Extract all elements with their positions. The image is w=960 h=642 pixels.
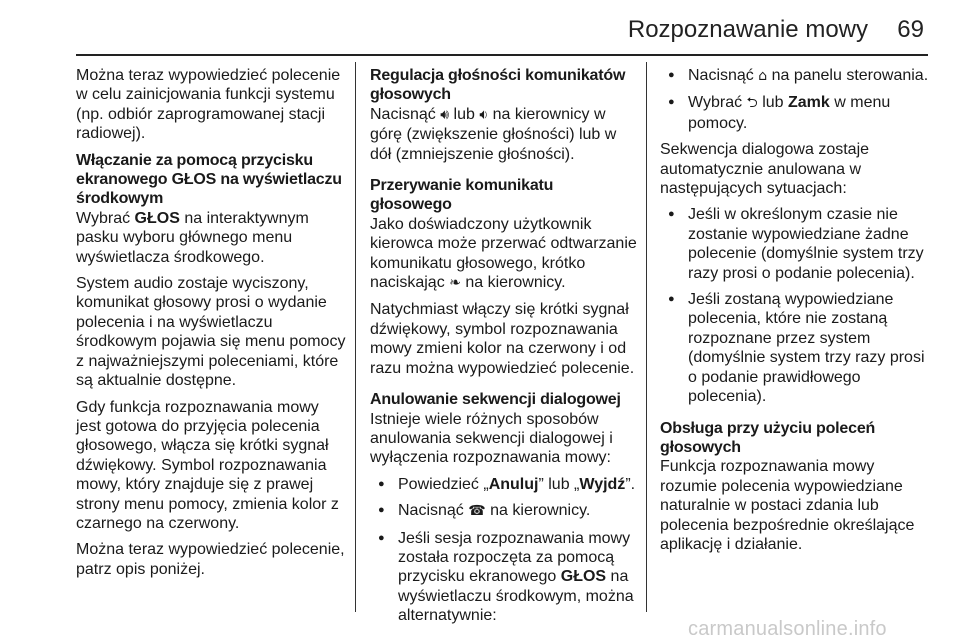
column-3	[660, 66, 932, 561]
page-title: Rozpoznawanie mowy	[627, 16, 868, 43]
paragraph: Gdy funkcja rozpoznawania mowy jest gotowa do przyjęcia polecenia głosowego, włącza się krótki sygnał dźwiękowy. Symbol rozpoznawania mowy, który znajduje się z prawej strony menu pomocy, zmienia kolor z czarnego na czerwony.	[76, 398, 339, 532]
paragraph: Nacisnąć 🔊︎ lub 🔉︎ na kierownicy w górę (zwiększenie głośności) lub w dół (zmniejszenie głośności).	[370, 105, 617, 163]
page-header	[0, 0, 960, 56]
watermark: carmanualsonline.info	[688, 618, 887, 640]
paragraph: Funkcja rozpoznawania mowy rozumie polecenia wypowiedziane naturalnie w postaci zdania lub polecenia bezpośrednie określające aplikację i działanie.	[660, 458, 915, 553]
column-2	[370, 66, 638, 633]
column-divider-1	[355, 62, 356, 612]
list-item: ● Wybrać ⮌ lub Zamk w menu pomocy.	[660, 93, 932, 133]
paragraph: Istnieje wiele różnych sposobów anulowania sekwencji dialogowej i wyłączenia rozpoznawania mowy:	[370, 410, 613, 467]
list-item: ● Nacisnąć ⌂ na panelu sterowania.	[660, 66, 932, 86]
home-icon: ⌂	[758, 68, 768, 84]
paragraph: Można teraz wypowiedzieć polecenie w celu zainicjowania funkcji systemu (np. odbiór zaprogramowanej stacji radiowej).	[76, 67, 341, 143]
paragraph: Jako doświadczony użytkownik kierowca może przerwać odtwarzanie komunikatu głosowego, krótko naciskając ❧ na kierownicy.	[370, 215, 637, 292]
back-arrow-icon: ⮌	[746, 95, 758, 112]
column-1	[76, 66, 346, 586]
section-heading: Regulacja głośności komunikatów głosowych	[370, 67, 626, 104]
paragraph: Wybrać GŁOS na interaktywnym pasku wyboru głównego menu wyświetlacza środkowego.	[76, 209, 309, 266]
paragraph: System audio zostaje wyciszony, komunikat głosowy prosi o wydanie polecenia i na wyświetlaczu środkowym pojawia się menu pomocy z najważniejszymi poleceniami, które są aktualnie dostępne.	[76, 275, 346, 390]
bullet-list	[660, 205, 932, 406]
page-number: 69	[897, 16, 924, 43]
hang-up-icon: ☎︎	[468, 503, 486, 520]
header-divider	[76, 54, 928, 56]
list-item: ● Jeśli w określonym czasie nie zostanie wypowiedziane żadne polecenie (domyślnie system trzy razy prosi o podanie polecenia).	[660, 205, 932, 283]
paragraph: Natychmiast włączy się krótki sygnał dźwiękowy, symbol rozpoznawania mowy zmieni kolor na czerwony i od razu można wypowiedzieć polecenie.	[370, 301, 635, 377]
column-divider-2	[646, 62, 647, 612]
voice-icon: ❧	[449, 275, 461, 292]
section-heading: Włączanie za pomocą przycisku ekranowego GŁOS na wyświetlaczu środkowym	[76, 151, 342, 208]
bullet-list	[660, 66, 932, 133]
section-heading: Anulowanie sekwencji dialogowej	[370, 391, 621, 409]
list-item: ● Jeśli zostaną wypowiedziane polecenia, które nie zostaną rozpoznane przez system (domyślnie system trzy razy prosi o podanie prawidłowego polecenia).	[660, 290, 932, 406]
list-item: ● Jeśli sesja rozpoznawania mowy została rozpoczęta za pomocą przycisku ekranowego GŁOS na wyświetlaczu środkowym, można alternatywnie:	[370, 529, 638, 626]
list-item: ● Powiedzieć „Anuluj” lub „Wyjdź”.	[370, 475, 638, 494]
section-heading: Obsługa przy użyciu poleceń głosowych	[660, 419, 876, 456]
list-item: ● Nacisnąć ☎︎ na kierownicy.	[370, 501, 638, 521]
paragraph: Można teraz wypowiedzieć polecenie, patrz opis poniżej.	[76, 541, 345, 578]
section-heading: Przerywanie komunikatu głosowego	[370, 177, 554, 214]
volume-down-icon: 🔉︎	[479, 106, 489, 123]
volume-up-icon: 🔊︎	[440, 106, 450, 123]
bullet-list	[370, 475, 638, 626]
paragraph: Sekwencja dialogowa zostaje automatycznie anulowana w następujących sytuacjach:	[660, 141, 870, 198]
